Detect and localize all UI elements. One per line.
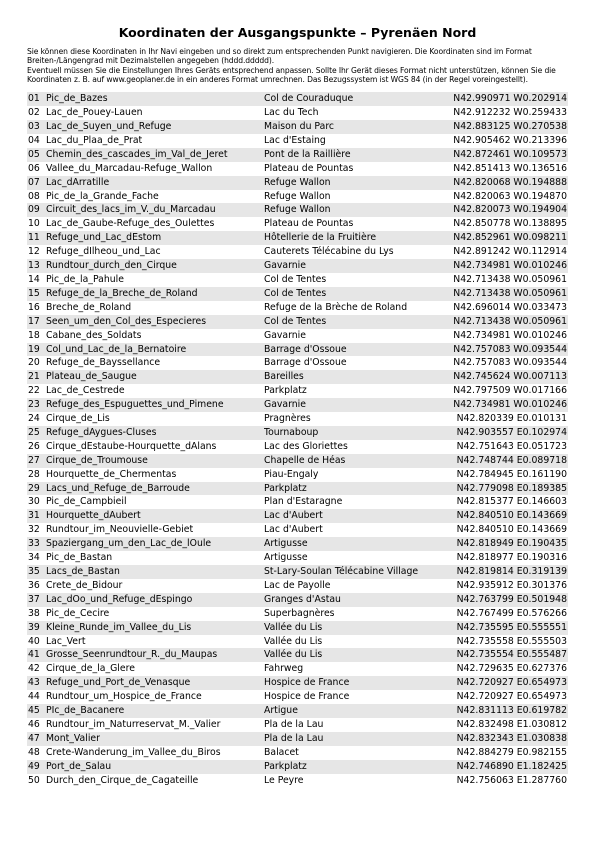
start-point: Vallée du Lis [264,648,442,662]
table-row [27,176,568,190]
table-row [27,593,568,607]
coordinates: N42.735595 E0.555551 [442,621,568,635]
tour-name: Rundtour_im_Neouvielle-Gebiet [46,524,194,536]
coordinates: N42.818949 E0.190435 [442,537,568,551]
row-number: 21 [27,370,46,384]
row-number: 46 [28,718,40,730]
coordinates: N42.756063 E1.287760 [456,774,567,786]
start-point: St-Lary-Soulan Télécabine Village [264,565,442,579]
row-number: 43 [27,676,46,690]
table-row [27,523,568,537]
row-number: 34 [28,552,40,564]
start-point: Refuge Wallon [264,203,442,217]
coordinates: N42.751643 E0.051723 [456,440,567,452]
coordinates: N42.757083 W0.093544 [442,343,568,357]
table-row [27,162,568,176]
row-number: 38 [28,607,40,619]
table-row [27,120,568,134]
row-number: 14 [28,273,40,285]
row-number: 22 [28,385,40,397]
tour-name: Refuge_dIlheou_und_Lac [46,246,161,258]
coordinates: N42.832498 E1.030812 [456,718,567,730]
table-row [27,329,568,343]
table-row [27,495,568,509]
coordinates: N42.820073 W0.194904 [442,203,568,217]
row-number: 17 [27,315,46,329]
table-row [27,607,568,621]
table-row [27,412,568,426]
start-point: Vallée du Lis [264,635,323,647]
row-number: 33 [27,537,46,551]
coordinates: N42.763799 E0.501948 [442,593,568,607]
tour-name: Crete-Wanderung_im_Vallee_du_Biros [46,746,221,758]
coordinates: N42.734981 W0.010246 [442,398,568,412]
tour-name: Rundtour_um_Hospice_de_France [46,691,202,703]
tour-name: Cirque_de_Troumouse [46,454,264,468]
tour-name: Rundtour_im_Naturreservat_M._Valier [46,718,221,730]
coordinates-table [27,92,568,787]
tour-name: Lac_dArratille [46,176,264,190]
start-point: Gavarnie [264,259,442,273]
tour-name: Refuge_und_Port_de_Venasque [46,676,264,690]
table-row [27,635,568,649]
tour-name: Lac_du_Plaa_de_Prat [46,134,143,146]
coordinates: N42.990971 W0.202914 [442,92,568,106]
start-point: Lac d'Aubert [264,524,323,536]
row-number: 08 [28,190,40,202]
tour-name: Col_und_Lac_de_la_Bernatoire [46,343,264,357]
start-point: Artigusse [264,537,442,551]
tour-name: Lac_Vert [46,635,86,647]
row-number: 03 [27,120,46,134]
start-point: Fahrweg [264,663,304,675]
coordinates: N42.840510 E0.143669 [456,524,567,536]
coordinates: N42.729635 E0.627376 [456,663,567,675]
tour-name: Refuge_des_Espuguettes_und_Pimene [46,398,264,412]
tour-name: Pic_de_la_Grande_Fache [46,190,159,202]
coordinates: N42.745624 W0.007113 [442,370,568,384]
tour-name: Mont_Valier [46,732,264,746]
row-number: 31 [27,509,46,523]
coordinates: N42.735558 E0.555503 [456,635,567,647]
intro-paragraph-1: Sie können diese Koordinaten in Ihr Navi eingeben und so direkt zum entsprechenden Punkt navigieren. Die Koordinaten sind im Format Breiten-/Längengrad mit Dezimalstellen angegeben (hddd.ddddd). [27,47,532,66]
coordinates: N42.757083 W0.093544 [453,357,567,369]
tour-name: Grosse_Seenrundtour_R._du_Maupas [46,648,264,662]
tour-name: PIc_de_Bacanere [46,704,264,718]
table-row [27,217,568,231]
table-row [27,579,568,593]
row-number: 40 [28,635,40,647]
row-number: 20 [28,357,40,369]
row-number: 45 [27,704,46,718]
table-row [27,746,568,760]
coordinates: N42.832343 E1.030838 [442,732,568,746]
tour-name: Pic_de_Bazes [46,92,264,106]
table-row [27,203,568,217]
row-number: 41 [27,648,46,662]
tour-name: Seen_um_den_Col_des_Especieres [46,315,264,329]
tour-name: Pic_de_la_Pahule [46,273,124,285]
page-title: Koordinaten der Ausgangspunkte – Pyrenäen Nord [118,25,477,40]
table-row [27,370,568,384]
tour-name: Lac_de_Suyen_und_Refuge [46,120,264,134]
coordinates: N42.820339 E0.010131 [456,413,567,425]
table-row [27,106,568,120]
row-number: 06 [28,162,40,174]
start-point: Plateau de Pountas [264,162,354,174]
row-number: 44 [28,691,40,703]
table-row [27,509,568,523]
coordinates: N42.818977 E0.190316 [456,552,567,564]
tour-name: Pic_de_Campbieil [46,496,127,508]
coordinates: N42.748744 E0.089718 [442,454,568,468]
start-point: Barrage d'Ossoue [264,343,442,357]
row-number: 49 [27,760,46,774]
start-point: Pla de la Lau [264,732,442,746]
coordinates: N42.784945 E0.161190 [456,468,567,480]
coordinates: N42.850778 W0.138895 [453,218,567,230]
start-point: Cauterets Télécabine du Lys [264,246,394,258]
tour-name: Refuge_de_la_Breche_de_Roland [46,287,264,301]
coordinates: N42.767499 E0.576266 [456,607,567,619]
row-number: 48 [28,746,40,758]
coordinates: N42.713438 W0.050961 [442,315,568,329]
coordinates: N42.852961 W0.098211 [442,231,568,245]
start-point: Gavarnie [264,329,306,341]
start-point: Artigusse [264,552,308,564]
tour-name: Crete_de_Bidour [46,579,123,591]
start-point: Col de Tentes [264,287,442,301]
tour-name: Refuge_und_Lac_dEstom [46,231,264,245]
table-row [27,565,568,579]
row-number: 18 [28,329,40,341]
tour-name: Kleine_Runde_im_Vallee_du_Lis [46,621,264,635]
tour-name: Cirque_de_la_Glere [46,663,135,675]
start-point: Tournaboup [264,426,442,440]
start-point: Lac de Payolle [264,579,331,591]
coordinates: N42.696014 W0.033473 [453,301,567,313]
row-number: 01 [27,92,46,106]
tour-name: Lac_de_Gaube-Refuge_des_Oulettes [46,218,215,230]
tour-name: Circuit_des_lacs_im_V._du_Marcadau [46,203,264,217]
intro-text [27,47,568,84]
row-number: 24 [28,413,40,425]
start-point: Superbagnères [264,607,335,619]
table-row [27,426,568,440]
tour-name: Hourquette_dAubert [46,509,264,523]
row-number: 37 [27,593,46,607]
coordinates: N42.891242 W0.112914 [453,246,567,258]
table-row [27,231,568,245]
tour-name: Refuge_dAygues-Cluses [46,426,264,440]
start-point: Plan d'Estaragne [264,496,343,508]
row-number: 27 [27,454,46,468]
row-number: 30 [28,496,40,508]
coordinates: N42.734981 W0.010246 [453,329,567,341]
coordinates: N42.851413 W0.136516 [453,162,567,174]
start-point: Barrage d'Ossoue [264,357,347,369]
tour-name: Lacs_de_Bastan [46,565,264,579]
table-row [27,384,568,398]
start-point: Hôtellerie de la Fruitière [264,231,442,245]
table-row [27,92,568,106]
start-point: Le Peyre [264,774,304,786]
tour-name: Vallee_du_Marcadau-Refuge_Wallon [46,162,213,174]
start-point: Bareilles [264,370,442,384]
table-row [27,273,568,287]
row-number: 26 [28,440,40,452]
coordinates: N42.734981 W0.010246 [442,259,568,273]
coordinates: N42.815377 E0.146603 [456,496,567,508]
start-point: Pla de la Lau [264,718,324,730]
table-row [27,287,568,301]
row-number: 10 [28,218,40,230]
row-number: 28 [28,468,40,480]
tour-name: Plateau_de_Saugue [46,370,264,384]
row-number: 02 [28,107,40,119]
coordinates: N42.872461 W0.109573 [442,148,568,162]
tour-name: Spaziergang_um_den_Lac_de_lOule [46,537,264,551]
coordinates: N42.819814 E0.319139 [442,565,568,579]
table-row [27,190,568,204]
table-row [27,315,568,329]
coordinates: N42.883125 W0.270538 [442,120,568,134]
coordinates-table-body [27,92,568,787]
intro-paragraph-2: Eventuell müssen Sie die Einstellungen Ihres Geräts entsprechend anpassen. Sollte Ihr Gerät dieses Format nicht unterstützen, können Sie die Koordinaten z. B. auf www.geoplaner.de in ein anderes Format umrechnen. Das Bezugssystem ist WGS 84 (in der Regel voreingestellt). [27,65,556,84]
tour-name: Breche_de_Roland [46,301,132,313]
coordinates: N42.903557 E0.102974 [442,426,568,440]
table-row [27,648,568,662]
row-number: 42 [28,663,40,675]
start-point: Hospice de France [264,691,350,703]
start-point: Artigue [264,704,442,718]
table-row [27,676,568,690]
row-number: 13 [27,259,46,273]
tour-name: Lac_de_Pouey-Lauen [46,107,143,119]
start-point: Maison du Parc [264,120,442,134]
row-number: 29 [27,482,46,496]
start-point: Refuge Wallon [264,176,442,190]
coordinates: N42.797509 W0.017166 [453,385,567,397]
table-row [27,259,568,273]
start-point: Col de Tentes [264,273,327,285]
table-row [27,343,568,357]
table-row [27,621,568,635]
row-number: 05 [27,148,46,162]
table-row [27,245,568,259]
tour-name: Pic_de_Bastan [46,552,113,564]
start-point: Parkplatz [264,385,307,397]
start-point: Pragnères [264,413,311,425]
table-row [27,468,568,482]
coordinates: N42.735554 E0.555487 [442,648,568,662]
tour-name: Pic_de_Cecire [46,607,110,619]
tour-name: Lacs_und_Refuge_de_Barroude [46,482,264,496]
tour-name: Hourquette_de_Chermentas [46,468,177,480]
row-number: 11 [27,231,46,245]
table-row [27,732,568,746]
table-row [27,301,568,315]
coordinates: N42.912232 W0.259433 [453,107,567,119]
table-row [27,398,568,412]
coordinates: N42.935912 E0.301376 [456,579,567,591]
start-point: Lac d'Aubert [264,509,442,523]
start-point: Lac des Gloriettes [264,440,348,452]
tour-name: Lac_de_Cestrede [46,385,125,397]
table-row [27,148,568,162]
start-point: Parkplatz [264,482,442,496]
table-row [27,690,568,704]
row-number: 47 [27,732,46,746]
start-point: Lac d'Estaing [264,134,326,146]
start-point: Gavarnie [264,398,442,412]
table-row [27,440,568,454]
tour-name: Durch_den_Cirque_de_Cagateille [46,774,199,786]
coordinates: N42.713438 W0.050961 [442,287,568,301]
table-row [27,454,568,468]
tour-name: Port_de_Salau [46,760,264,774]
coordinates: N42.840510 E0.143669 [442,509,568,523]
table-row [27,774,568,788]
table-row [27,551,568,565]
coordinates: N42.713438 W0.050961 [453,273,567,285]
table-row [27,356,568,370]
coordinates: N42.720927 E0.654973 [442,676,568,690]
tour-name: Cirque_de_Lis [46,413,110,425]
tour-name: Chemin_des_cascades_im_Val_de_Jeret [46,148,264,162]
coordinates: N42.779098 E0.189385 [442,482,568,496]
row-number: 07 [27,176,46,190]
table-row [27,537,568,551]
table-row [27,134,568,148]
start-point: Refuge de la Brèche de Roland [264,301,408,313]
start-point: Lac du Tech [264,107,319,119]
tour-name: Refuge_de_Bayssellance [46,357,161,369]
tour-name: Cirque_dEstaube-Hourquette_dAlans [46,440,217,452]
row-number: 15 [27,287,46,301]
start-point: Granges d'Astau [264,593,442,607]
coordinates: N42.820068 W0.194888 [442,176,568,190]
start-point: Balacet [264,746,299,758]
row-number: 39 [27,621,46,635]
document-page [27,24,568,788]
coordinates: N42.720927 E0.654973 [456,691,567,703]
start-point: Chapelle de Héas [264,454,442,468]
table-row [27,718,568,732]
coordinates: N42.820063 W0.194870 [453,190,567,202]
table-row [27,662,568,676]
coordinates: N42.905462 W0.213396 [453,134,567,146]
coordinates: N42.746890 E1.182425 [442,760,568,774]
tour-name: Rundtour_durch_den_Cirque [46,259,264,273]
start-point: Col de Tentes [264,315,442,329]
row-number: 16 [28,301,40,313]
row-number: 25 [27,426,46,440]
start-point: Hospice de France [264,676,442,690]
start-point: Vallée du Lis [264,621,442,635]
row-number: 12 [28,246,40,258]
start-point: Plateau de Pountas [264,218,354,230]
table-row [27,704,568,718]
row-number: 32 [28,524,40,536]
coordinates: N42.884279 E0.982155 [456,746,567,758]
row-number: 23 [27,398,46,412]
row-number: 35 [27,565,46,579]
table-row [27,760,568,774]
start-point: Refuge Wallon [264,190,331,202]
coordinates: N42.831113 E0.619782 [442,704,568,718]
table-row [27,482,568,496]
row-number: 36 [28,579,40,591]
row-number: 04 [28,134,40,146]
start-point: Pont de la Raillière [264,148,442,162]
tour-name: Cabane_des_Soldats [46,329,142,341]
row-number: 50 [28,774,40,786]
row-number: 09 [27,203,46,217]
start-point: Col de Couraduque [264,92,442,106]
row-number: 19 [27,343,46,357]
tour-name: Lac_dOo_und_Refuge_dEspingo [46,593,264,607]
start-point: Piau-Engaly [264,468,319,480]
start-point: Parkplatz [264,760,442,774]
